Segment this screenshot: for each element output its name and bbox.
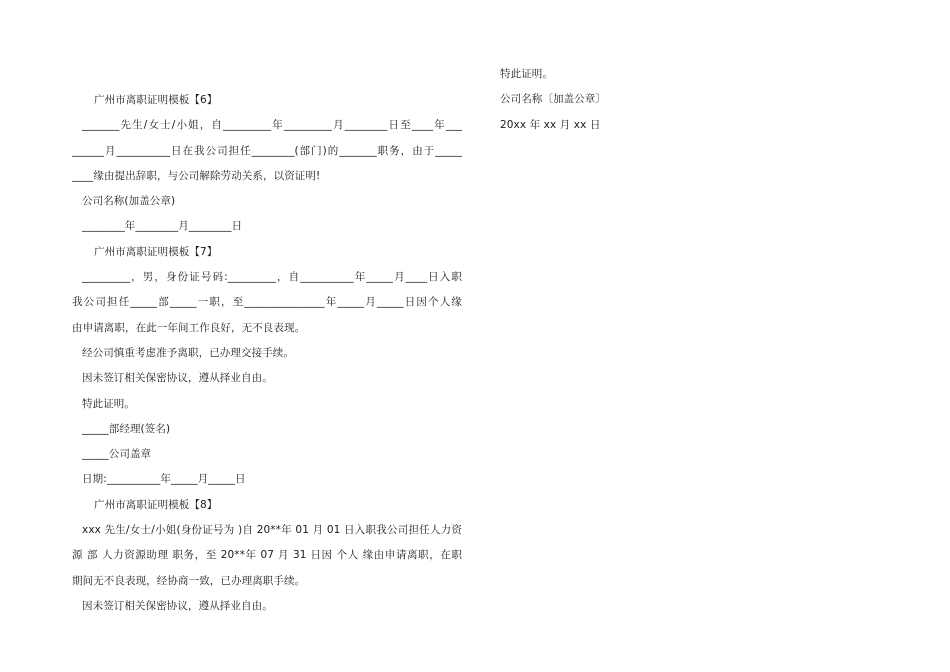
manager-signature-line: _____部经理(签名): [82, 422, 171, 435]
paragraph-line: 由申请离职，在此一年间工作良好，无不良表现。: [72, 321, 306, 334]
left-column: [72, 88, 462, 619]
paragraph-line: 因未签订相关保密协议，遵从择业自由。: [82, 372, 273, 385]
template-8-heading: 广州市离职证明模板【8】: [94, 498, 218, 511]
closing-statement: 特此证明。: [500, 68, 553, 80]
template-7-heading: 广州市离职证明模板【7】: [94, 245, 218, 258]
paragraph-line: ______月__________日在我公司担任________(部门)的_______职务，由于_____: [72, 144, 462, 157]
date-line: ________年________月________日: [82, 220, 243, 233]
paragraph-line: ____缘由提出辞职，与公司解除劳动关系，以资证明!: [72, 169, 321, 182]
paragraph-line: 经公司慎重考虑准予离职，已办理交接手续。: [82, 346, 294, 359]
company-name-line: 公司名称(加盖公章): [82, 195, 176, 208]
paragraph-line: 因未签订相关保密协议，遵从择业自由。: [82, 599, 273, 612]
template-6-heading: 广州市离职证明模板【6】: [94, 94, 218, 106]
paragraph-line: _________，男，身份证号码:_________，自__________年_____月____日入职: [82, 271, 462, 284]
company-seal-line: _____公司盖章: [82, 448, 152, 461]
paragraph-line: 期间无不良表现，经协商一致，已办理离职手续。: [72, 574, 306, 587]
date-line: 日期:__________年_____月_____日: [82, 473, 246, 486]
right-column: [500, 62, 880, 138]
paragraph-line: 源 部 人力资源助理 职务，至 20**年 07 月 31 日因 个人 缘由申请离职，在职: [72, 549, 462, 562]
paragraph-line: _______先生/女士/小姐，自_________年_________月________日至____年___: [82, 119, 462, 132]
company-name-line: 公司名称〔加盖公章〕: [500, 93, 606, 106]
date-line: 20xx 年 xx 月 xx 日: [500, 118, 601, 131]
paragraph-line: 特此证明。: [82, 397, 135, 410]
paragraph-line: 我公司担任_____部_____一职，至_______________年_____月_____日因个人缘: [72, 296, 462, 309]
paragraph-line: xxx 先生/女士/小姐(身份证号为 )自 20**年 01 月 01 日入职我公司担任人力资: [82, 524, 462, 537]
